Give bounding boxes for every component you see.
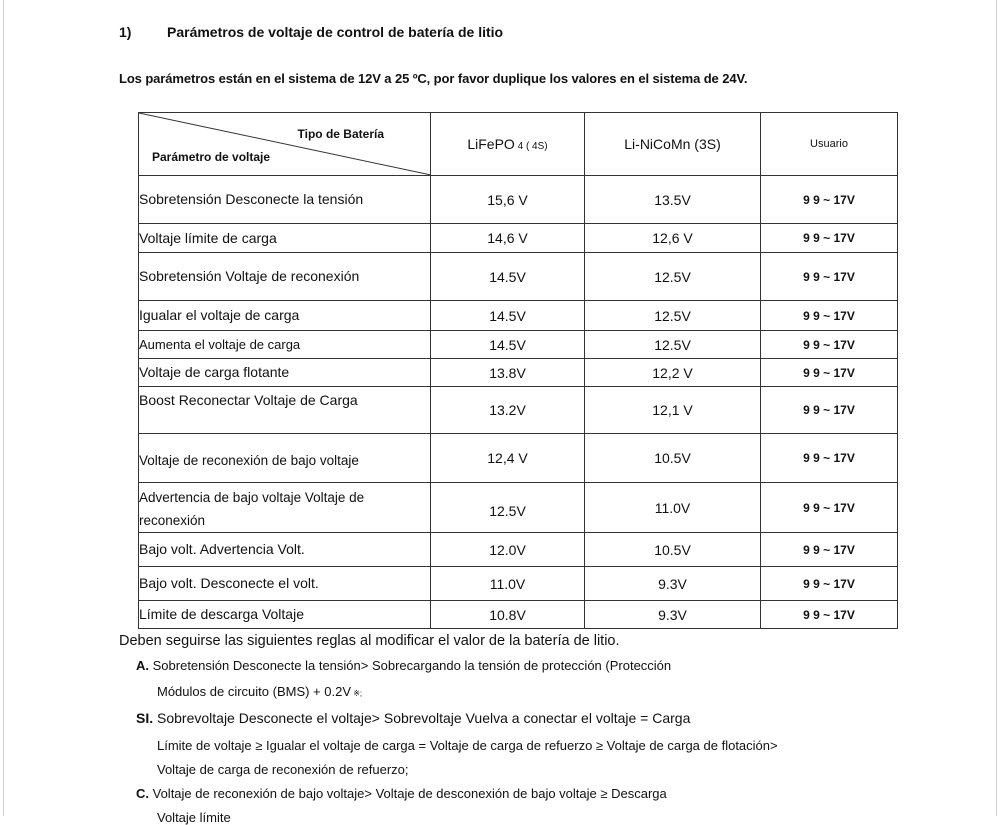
row-linicomn-value: 10.5V — [585, 434, 761, 483]
header-battery-type: Tipo de Batería — [297, 127, 384, 141]
table-row — [139, 533, 898, 567]
rule-c-marker: C. — [136, 786, 149, 801]
table-row — [139, 331, 898, 359]
row-user-range: 9 9 ~ 17V — [761, 387, 898, 434]
row-lifepo-value: 12,4 V — [431, 434, 585, 483]
row-user-range: 9 9 ~ 17V — [761, 567, 898, 601]
row-label: Límite de descarga Voltaje — [139, 601, 431, 629]
row-user-range: 9 9 ~ 17V — [761, 483, 898, 533]
table-row — [139, 301, 898, 331]
row-linicomn-value: 9.3V — [585, 601, 761, 629]
corner-diagonal-line — [139, 113, 431, 175]
row-user-range: 9 9 ~ 17V — [761, 301, 898, 331]
intro-text: Los parámetros están en el sistema de 12V a 25 ºC, por favor duplique los valores en el sistema de 24V. — [119, 71, 748, 86]
row-lifepo-value: 14,6 V — [431, 224, 585, 253]
row-label: Voltaje de reconexión de bajo voltaje — [139, 434, 431, 483]
row-user-range: 9 9 ~ 17V — [761, 359, 898, 387]
voltage-parameters-table — [138, 112, 898, 629]
row-user-range: 9 9 ~ 17V — [761, 434, 898, 483]
row-lifepo-value: 10.8V — [431, 601, 585, 629]
row-label: Igualar el voltaje de carga — [139, 301, 431, 331]
row-lifepo-value: 13.8V — [431, 359, 585, 387]
table-row — [139, 567, 898, 601]
table-row — [139, 434, 898, 483]
section-number: 1) — [119, 24, 132, 40]
rule-a-line1 — [136, 658, 671, 673]
rule-b-line2 — [157, 738, 778, 753]
row-lifepo-value: 12.5V — [431, 483, 585, 533]
rule-a-text: Sobretensión Desconecte la tensión> Sobrecargando la tensión de protección (Protección — [152, 658, 672, 673]
header-voltage-parameter: Parámetro de voltaje — [152, 150, 271, 164]
header-lifepo-main: LiFePO — [467, 136, 515, 152]
row-linicomn-value: 12.5V — [585, 301, 761, 331]
row-label: Voltaje de carga flotante — [139, 359, 431, 387]
table-row — [139, 601, 898, 629]
rule-c-line2 — [157, 810, 231, 825]
row-lifepo-value: 15,6 V — [431, 176, 585, 224]
row-linicomn-value: 9.3V — [585, 567, 761, 601]
rule-a-line2 — [157, 684, 362, 699]
row-label: Sobretensión Desconecte la tensión — [139, 176, 431, 224]
table-row — [139, 387, 898, 434]
rule-c-text-2: Voltaje límite — [157, 810, 231, 825]
row-label: Boost Reconectar Voltaje de Carga — [139, 387, 431, 434]
row-label: Sobretensión Voltaje de reconexión — [139, 253, 431, 301]
rule-a-note-mark: ※; — [351, 689, 363, 698]
rule-b-marker: SI. — [136, 710, 154, 726]
row-linicomn-value: 12.5V — [585, 331, 761, 359]
rule-b-text: Sobrevoltaje Desconecte el voltaje> Sobrevoltaje Vuelva a conectar el voltaje = Carga — [157, 710, 691, 726]
row-user-range: 9 9 ~ 17V — [761, 533, 898, 567]
row-linicomn-value: 12,1 V — [585, 387, 761, 434]
row-user-range: 9 9 ~ 17V — [761, 601, 898, 629]
row-linicomn-value: 10.5V — [585, 533, 761, 567]
table-header-row — [139, 113, 898, 176]
row-label: Bajo volt. Advertencia Volt. — [139, 533, 431, 567]
table-row — [139, 483, 898, 533]
rule-b-line3 — [157, 762, 409, 777]
rule-b-text-2: Límite de voltaje ≥ Igualar el voltaje de carga = Voltaje de carga de refuerzo ≥ Voltaje de carga de flotación> — [157, 738, 778, 753]
rule-c-line1 — [136, 786, 667, 801]
row-lifepo-value: 12.0V — [431, 533, 585, 567]
row-lifepo-value: 14.5V — [431, 253, 585, 301]
row-user-range: 9 9 ~ 17V — [761, 176, 898, 224]
row-linicomn-value: 12,6 V — [585, 224, 761, 253]
row-linicomn-value: 12,2 V — [585, 359, 761, 387]
row-lifepo-value: 14.5V — [431, 301, 585, 331]
rule-b-line1 — [136, 710, 690, 726]
rules-intro: Deben seguirse las siguientes reglas al modificar el valor de la batería de litio. — [119, 633, 620, 649]
rule-b-text-3: Voltaje de carga de reconexión de refuerzo; — [157, 762, 409, 777]
header-user: Usuario — [761, 113, 898, 176]
row-linicomn-value: 12.5V — [585, 253, 761, 301]
row-linicomn-value: 13.5V — [585, 176, 761, 224]
table-row — [139, 359, 898, 387]
section-heading — [119, 24, 503, 40]
header-corner-cell — [139, 113, 431, 176]
rule-a-marker: A. — [136, 658, 149, 673]
row-linicomn-value: 11.0V — [585, 483, 761, 533]
row-lifepo-value: 14.5V — [431, 331, 585, 359]
rule-a-text-2: Módulos de circuito (BMS) + 0.2V — [157, 684, 351, 699]
header-lifepo-sub: 4 ( 4S) — [514, 141, 548, 152]
header-linicomn: Li-NiCoMn (3S) — [585, 113, 761, 176]
row-lifepo-value: 13.2V — [431, 387, 585, 434]
table-row — [139, 224, 898, 253]
row-user-range: 9 9 ~ 17V — [761, 331, 898, 359]
header-lifepo — [431, 113, 585, 176]
row-user-range: 9 9 ~ 17V — [761, 253, 898, 301]
row-label: Aumenta el voltaje de carga — [139, 331, 431, 359]
section-title: Parámetros de voltaje de control de batería de litio — [167, 24, 504, 40]
row-label: Voltaje límite de carga — [139, 224, 431, 253]
table-row — [139, 176, 898, 224]
row-lifepo-value: 11.0V — [431, 567, 585, 601]
row-label: Advertencia de bajo voltaje Voltaje de reconexión — [139, 483, 431, 533]
table-row — [139, 253, 898, 301]
row-user-range: 9 9 ~ 17V — [761, 224, 898, 253]
row-label: Bajo volt. Desconecte el volt. — [139, 567, 431, 601]
rule-c-text: Voltaje de reconexión de bajo voltaje> Voltaje de desconexión de bajo voltaje ≥ Descarga — [152, 786, 667, 801]
